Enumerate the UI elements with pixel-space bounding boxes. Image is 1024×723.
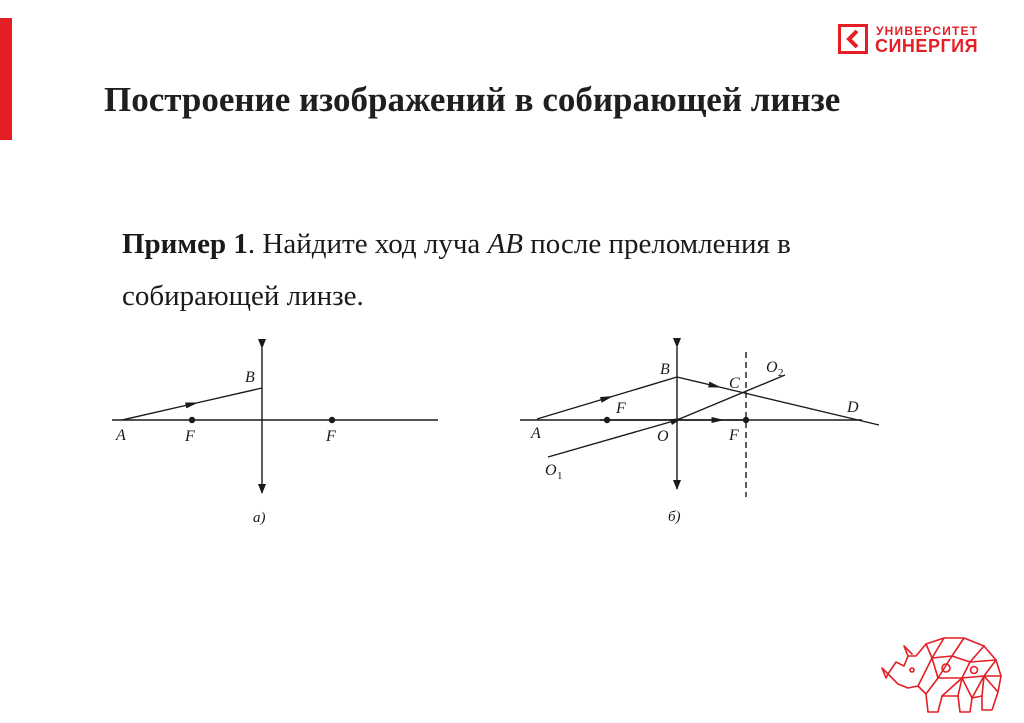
label-b: B — [660, 361, 670, 378]
label-c: C — [729, 375, 740, 392]
task-text-before: . Найдите ход луча — [247, 228, 488, 260]
logo-university-text: УНИВЕРСИТЕТ — [876, 24, 979, 38]
ray-name: AB — [487, 228, 523, 260]
label-o2: O — [766, 359, 778, 376]
label-b: B — [245, 369, 255, 386]
logo-synergy-text: СИНЕРГИЯ — [875, 36, 979, 56]
focus-left-point — [189, 417, 195, 423]
slide-title: Построение изображений в собирающей линзе — [104, 80, 841, 119]
label-o1: O — [545, 462, 557, 479]
task-text-after: после преломления в собирающей линзе. — [122, 228, 791, 312]
label-o1-sub: 1 — [557, 470, 563, 482]
ray-ab — [537, 377, 677, 419]
label-a: A — [116, 427, 126, 444]
label-a: A — [531, 425, 541, 442]
figure-a — [112, 348, 438, 493]
task-label: Пример 1 — [122, 228, 248, 260]
focus-right-point — [743, 417, 749, 423]
caption-a: а) — [253, 510, 266, 526]
label-f-right: F — [326, 428, 336, 445]
caption-b: б) — [668, 509, 681, 525]
label-f-left: F — [616, 400, 626, 417]
focus-right-point — [329, 417, 335, 423]
figure-b — [520, 347, 879, 497]
label-f-right: F — [729, 427, 739, 444]
label-o2-sub: 2 — [778, 367, 784, 379]
label-d: D — [847, 399, 859, 416]
rhino-mascot-icon — [880, 626, 1010, 718]
label-o: O — [657, 428, 669, 445]
label-f-left: F — [185, 428, 195, 445]
focus-left-point — [604, 417, 610, 423]
ray-ab — [122, 388, 262, 420]
